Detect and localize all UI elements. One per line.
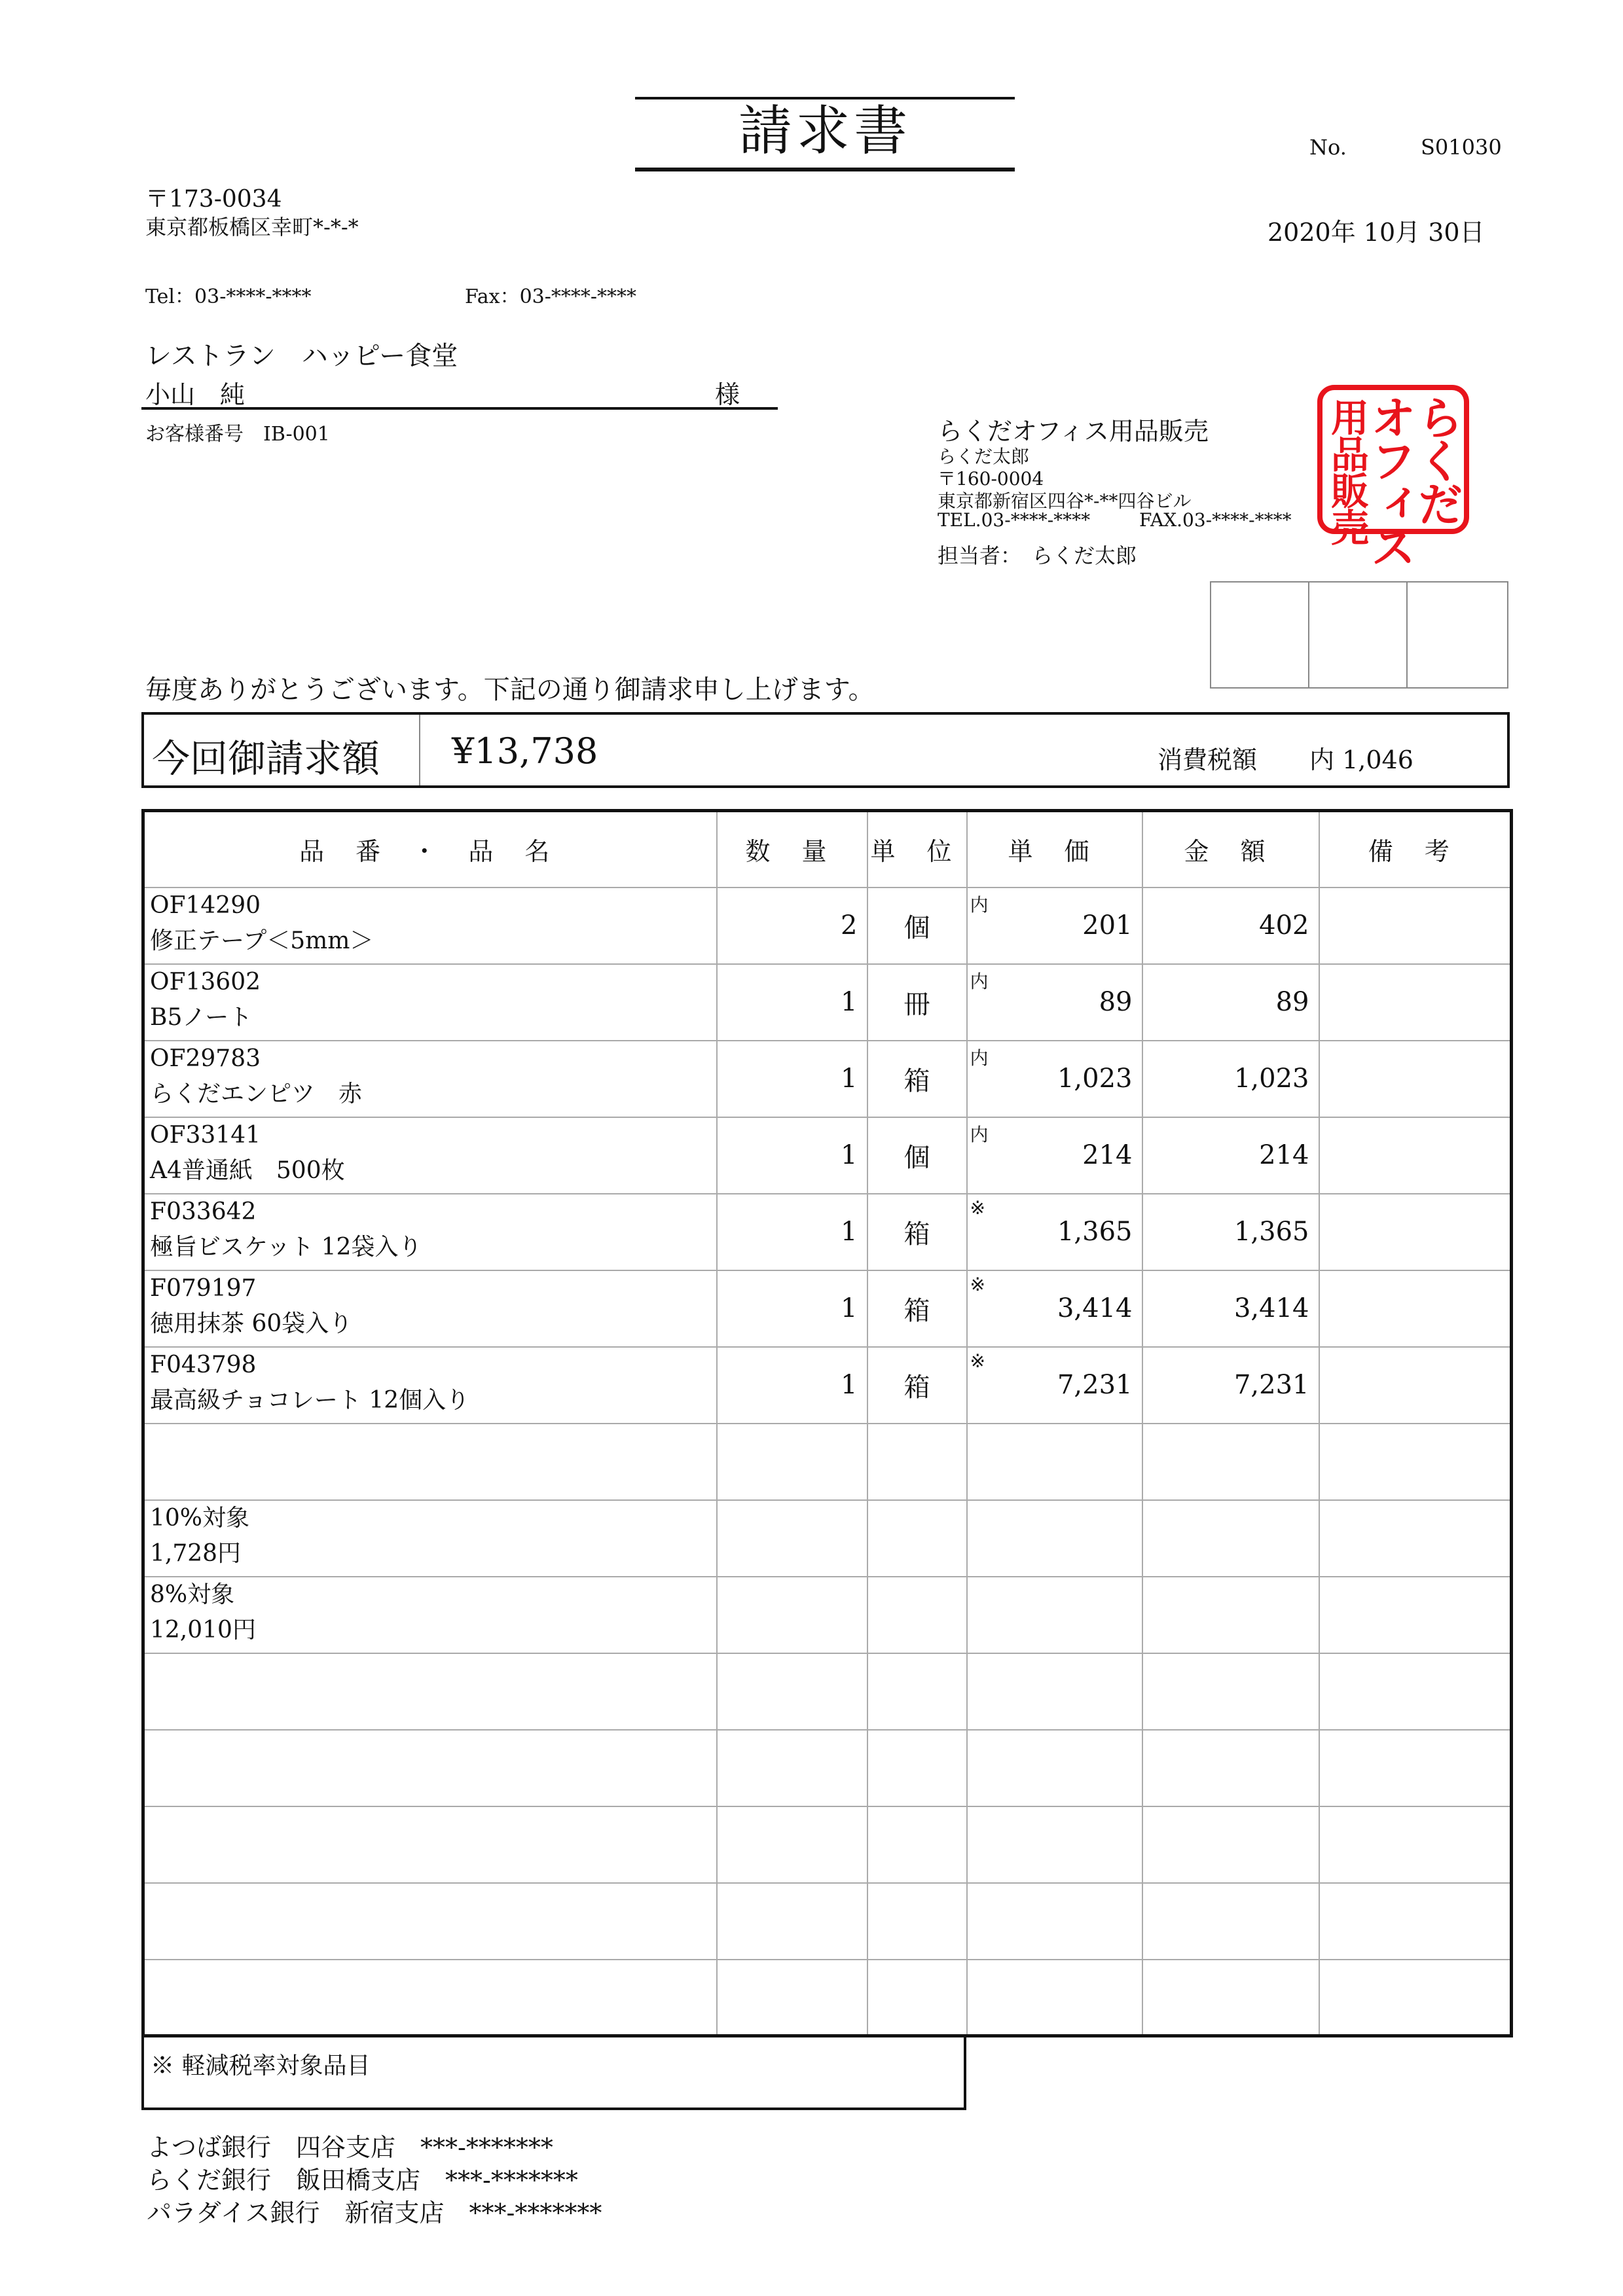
price-cell (967, 1270, 1142, 1347)
empty-row (143, 1653, 1512, 1730)
qty-cell: 1 (717, 1194, 867, 1270)
item-name: 最高級チョコレート 12個入り (150, 1386, 470, 1414)
recipient-tel: Tel：03-****-**** (145, 285, 312, 308)
price-cell (967, 1347, 1142, 1424)
sender-name: らくだ太郎 (938, 446, 1030, 467)
summary-cell (143, 1577, 717, 1653)
item-name: らくだエンピツ 赤 (150, 1080, 363, 1107)
unit-cell: 個 (867, 888, 967, 964)
unit-cell: 箱 (867, 1041, 967, 1117)
tax-mark: 内 (970, 1047, 989, 1069)
bank-account-2: らくだ銀行 飯田橋支店 ***-******* (147, 2166, 578, 2195)
price-cell (967, 1117, 1142, 1194)
item-cell (143, 1270, 717, 1347)
total-box (141, 712, 1510, 788)
reduced-tax-note: ※ 軽減税率対象品目 (151, 2053, 371, 2079)
header-qty: 数 量 (717, 811, 867, 888)
bank-account-3: パラダイス銀行 新宿支店 ***-******* (147, 2198, 602, 2227)
summary-row (143, 1500, 1512, 1577)
tax-mark: 内 (970, 1123, 989, 1145)
tax-mark: ※ (970, 1273, 985, 1295)
note-box (141, 2034, 966, 2110)
unit-cell: 個 (867, 1117, 967, 1194)
header-unit: 単 位 (867, 811, 967, 888)
summary-value: 1,728円 (150, 1539, 242, 1567)
item-name: 修正テープ＜5mm＞ (150, 927, 374, 954)
price-value: 89 (1099, 987, 1133, 1017)
remarks-cell (1319, 964, 1512, 1041)
invoice-no-value: S01030 (1421, 135, 1502, 160)
recipient-person: 小山 純 (145, 380, 246, 409)
remarks-cell (1319, 888, 1512, 964)
header-price: 単 価 (967, 811, 1142, 888)
price-value: 1,023 (1057, 1064, 1133, 1094)
price-cell (967, 888, 1142, 964)
tax-mark: 内 (970, 970, 989, 992)
qty-cell: 1 (717, 1270, 867, 1347)
remarks-cell (1319, 1347, 1512, 1424)
amount-cell: 1,023 (1142, 1041, 1319, 1117)
item-name: 極旨ビスケット 12袋入り (150, 1233, 422, 1261)
qty-cell: 1 (717, 964, 867, 1041)
price-value: 1,365 (1057, 1217, 1133, 1247)
item-cell (143, 1041, 717, 1117)
table-row (143, 1194, 1512, 1270)
remarks-cell (1319, 1194, 1512, 1270)
qty-cell: 1 (717, 1041, 867, 1117)
summary-label: 10%対象 (150, 1504, 250, 1532)
empty-row (143, 1883, 1512, 1960)
item-code: OF29783 (150, 1045, 261, 1072)
qty-cell: 1 (717, 1347, 867, 1424)
stamp-text-col1: らくだ (1410, 394, 1464, 524)
sender-company: らくだオフィス用品販売 (938, 417, 1209, 446)
items-table (141, 809, 1513, 2037)
item-name: B5ノート (150, 1003, 253, 1031)
item-code: F079197 (150, 1274, 257, 1302)
invoice-no-label: No. (1309, 135, 1347, 160)
item-cell (143, 1347, 717, 1424)
tax-mark: 内 (970, 893, 989, 916)
empty-row (143, 1806, 1512, 1883)
recipient-company: レストラン ハッピー食堂 (145, 341, 458, 371)
table-row (143, 1347, 1512, 1424)
company-seal-stamp (1317, 385, 1469, 567)
customer-number: お客様番号 IB-001 (145, 423, 330, 446)
item-code: F043798 (150, 1351, 257, 1378)
item-code: OF33141 (150, 1121, 261, 1149)
sender-postal: 〒160-0004 (938, 468, 1044, 490)
invoice-date: 2020年 10月 30日 (1267, 218, 1485, 247)
header-remarks: 備 考 (1319, 811, 1512, 888)
sender-staff: 担当者： らくだ太郎 (938, 543, 1137, 568)
unit-cell: 箱 (867, 1347, 967, 1424)
price-value: 214 (1082, 1140, 1133, 1170)
bank-account-1: よつば銀行 四谷支店 ***-******* (147, 2133, 553, 2162)
recipient-address: 東京都板橋区幸町*-*-* (145, 215, 359, 240)
greeting-text: 毎度ありがとうございます。下記の通り御請求申し上げます。 (145, 675, 875, 705)
total-amount: ¥13,738 (452, 730, 598, 772)
recipient-underline (141, 407, 778, 410)
tax-mark: ※ (970, 1196, 985, 1219)
remarks-cell (1319, 1117, 1512, 1194)
total-divider (419, 715, 420, 785)
empty-row (143, 1730, 1512, 1806)
table-header-row (143, 811, 1512, 888)
item-cell (143, 1194, 717, 1270)
sender-address: 東京都新宿区四谷*-**四谷ビル (938, 490, 1192, 512)
remarks-cell (1319, 1041, 1512, 1117)
approval-box-2 (1308, 581, 1408, 689)
tax-value: 内 1,046 (1309, 745, 1413, 774)
tax-label: 消費税額 (1158, 745, 1258, 774)
recipient-honorific: 様 (715, 380, 740, 409)
empty-row (143, 1424, 1512, 1500)
amount-cell: 214 (1142, 1117, 1319, 1194)
amount-cell: 3,414 (1142, 1270, 1319, 1347)
table-row (143, 964, 1512, 1041)
amount-cell: 7,231 (1142, 1347, 1319, 1424)
recipient-postal: 〒173-0034 (145, 186, 282, 213)
empty-row (143, 1960, 1512, 2036)
price-value: 7,231 (1057, 1370, 1133, 1400)
stamp-text-col2: オフィス (1363, 394, 1417, 567)
summary-cell (143, 1500, 717, 1577)
price-cell (967, 1041, 1142, 1117)
table-row (143, 888, 1512, 964)
sender-tel: TEL.03-****-**** (938, 509, 1091, 531)
item-cell (143, 1117, 717, 1194)
amount-cell: 89 (1142, 964, 1319, 1041)
unit-cell: 箱 (867, 1194, 967, 1270)
recipient-fax: Fax：03-****-**** (465, 285, 637, 308)
item-cell (143, 964, 717, 1041)
table-row (143, 1041, 1512, 1117)
title-rule-top (635, 97, 1015, 99)
item-code: OF13602 (150, 968, 261, 996)
stamp-text-col3: 用品販売 (1324, 398, 1369, 545)
qty-cell: 2 (717, 888, 867, 964)
summary-label: 8%対象 (150, 1581, 235, 1608)
approval-box-1 (1210, 581, 1309, 689)
price-cell (967, 1194, 1142, 1270)
price-value: 201 (1082, 910, 1133, 941)
title-rule-bottom (635, 168, 1015, 171)
approval-box-3 (1406, 581, 1508, 689)
sender-fax: FAX.03-****-**** (1139, 509, 1292, 531)
item-cell (143, 888, 717, 964)
table-row (143, 1270, 1512, 1347)
qty-cell: 1 (717, 1117, 867, 1194)
price-value: 3,414 (1057, 1293, 1133, 1323)
unit-cell: 冊 (867, 964, 967, 1041)
price-cell (967, 964, 1142, 1041)
item-code: F033642 (150, 1198, 257, 1225)
tax-mark: ※ (970, 1350, 985, 1372)
item-name: 徳用抹茶 60袋入り (150, 1310, 353, 1337)
page-title: 請求書 (738, 100, 911, 162)
summary-row (143, 1577, 1512, 1653)
table-row (143, 1117, 1512, 1194)
unit-cell: 箱 (867, 1270, 967, 1347)
item-code: OF14290 (150, 891, 261, 919)
header-item: 品 番 ・ 品 名 (143, 811, 717, 888)
total-label: 今回御請求額 (152, 736, 380, 781)
item-name: A4普通紙 500枚 (150, 1157, 345, 1184)
summary-value: 12,010円 (150, 1616, 256, 1643)
remarks-cell (1319, 1270, 1512, 1347)
amount-cell: 1,365 (1142, 1194, 1319, 1270)
header-amount: 金 額 (1142, 811, 1319, 888)
amount-cell: 402 (1142, 888, 1319, 964)
